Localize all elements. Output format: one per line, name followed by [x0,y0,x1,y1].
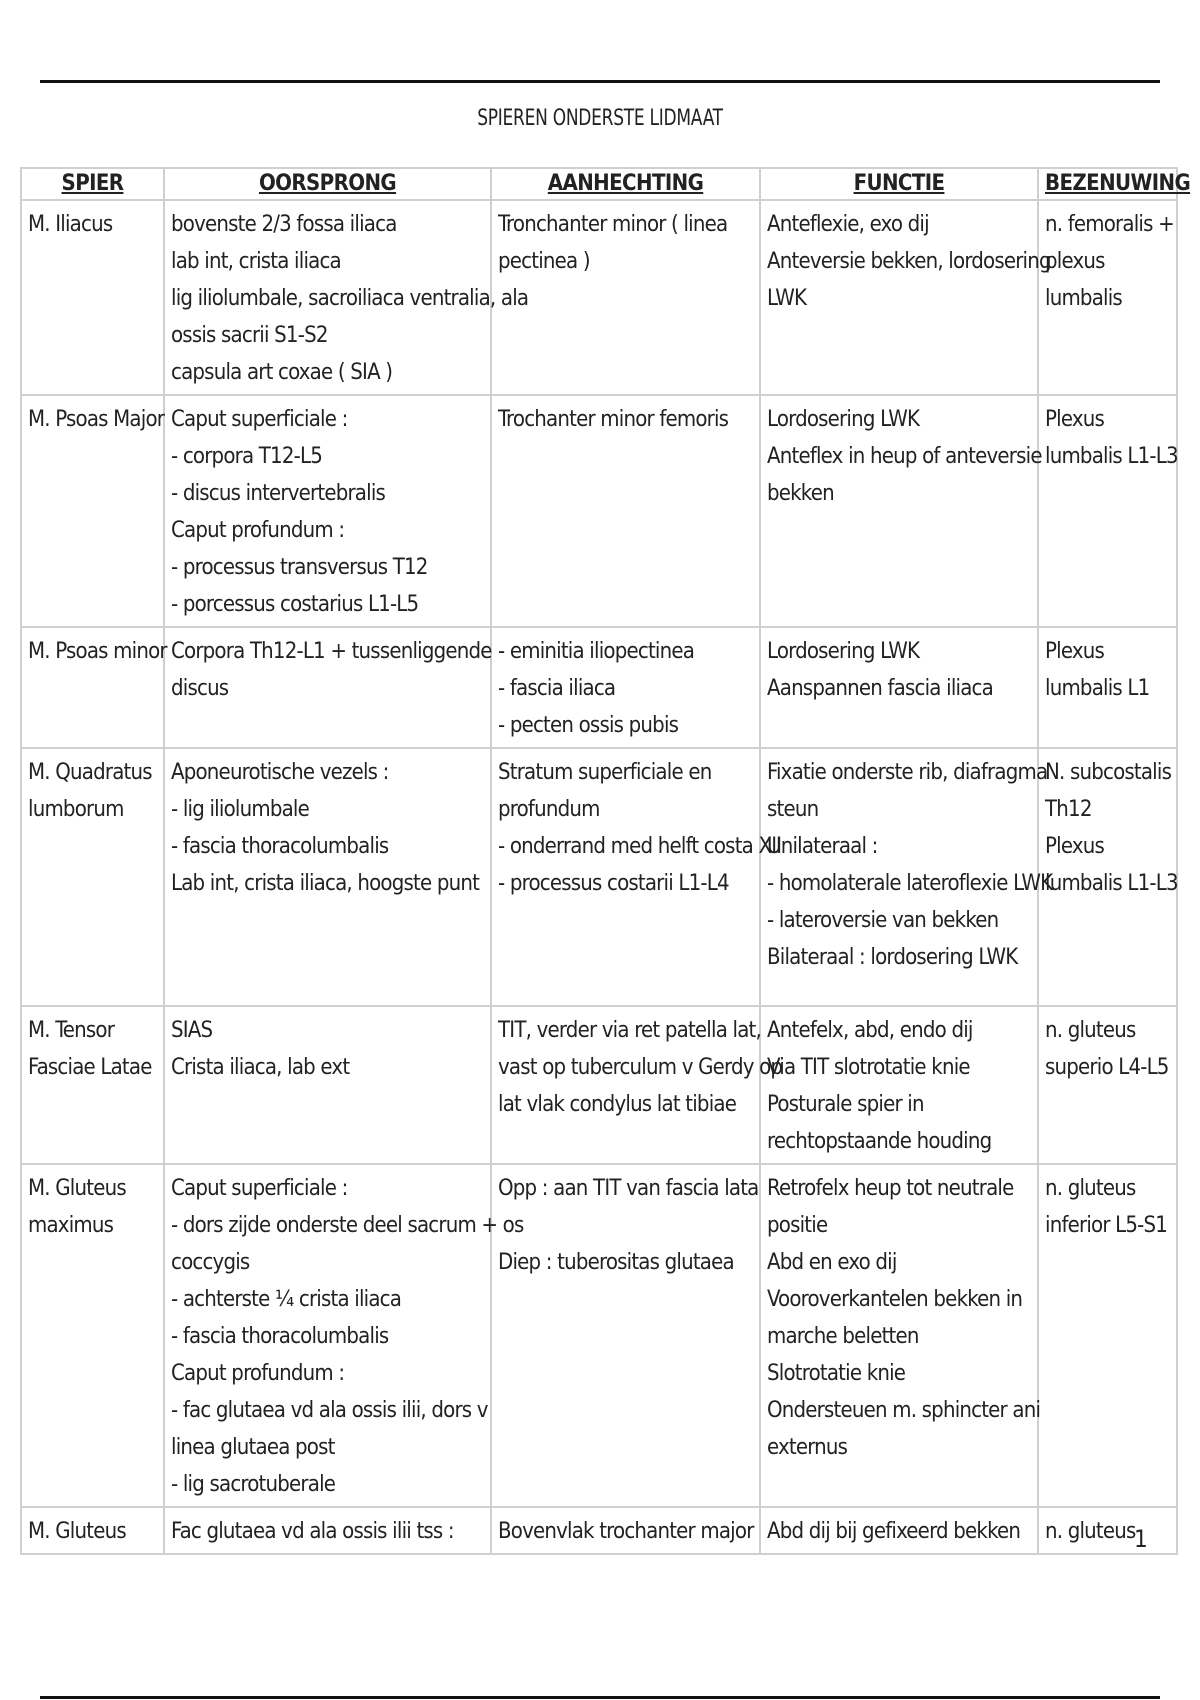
cell-line: bovenste 2/3 fossa iliaca [171,212,397,237]
cell-oorsprong [164,627,491,748]
cell-line: coccygis [171,1250,250,1275]
cell-aanhechting [491,395,760,627]
cell-spier [21,200,164,395]
page-number: 1 [1134,1525,1148,1553]
table-row [21,200,1177,395]
cell-functie [760,748,1053,1006]
cell-line: Caput superficiale : [171,407,348,432]
cell-bezenuwing [1038,1164,1177,1507]
cell-line: Aponeurotische vezels : [171,760,389,785]
cell-spier [21,627,167,748]
cell-spier [21,395,164,627]
cell-line: marche beletten [767,1324,919,1349]
cell-oorsprong [164,200,529,395]
cell-line: M. Gluteus [28,1176,126,1201]
cell-line: lumbalis L1-L3 [1045,444,1178,469]
cell-line: - lateroversie van bekken [767,908,999,933]
cell-line: - lig sacrotuberale [171,1472,336,1497]
cell-line: M. Gluteus [28,1519,126,1544]
cell-line: Bovenvlak trochanter major [498,1519,754,1544]
cell-bezenuwing [1038,395,1177,627]
cell-spier [21,748,164,1006]
muscles-table [20,167,1191,1555]
cell-line: - eminitia iliopectinea [498,639,695,664]
cell-line: M. Tensor [28,1018,115,1043]
cell-line: Opp : aan TIT van fascia lata [498,1176,759,1201]
cell-line: bekken [767,481,834,506]
header-functie: FUNCTIE [760,168,1038,200]
cell-line: lat vlak condylus lat tibiae [498,1092,737,1117]
cell-line: superio L4-L5 [1045,1055,1169,1080]
cell-line: lumborum [28,797,124,822]
cell-line: - pecten ossis pubis [498,713,679,738]
cell-line: - corpora T12-L5 [171,444,322,469]
cell-line: - fascia thoracolumbalis [171,1324,389,1349]
cell-line: TIT, verder via ret patella lat, [498,1018,761,1043]
cell-line: Lordosering LWK [767,407,920,432]
cell-line: rechtopstaande houding [767,1129,992,1154]
cell-line: Slotrotatie knie [767,1361,906,1386]
cell-line: Lab int, crista iliaca, hoogste punt [171,871,480,896]
cell-line: Abd en exo dij [767,1250,897,1275]
cell-line: Lordosering LWK [767,639,920,664]
cell-bezenuwing [1038,627,1177,748]
cell-line: Aanspannen fascia iliaca [767,676,993,701]
cell-line: - achterste ¼ crista iliaca [171,1287,402,1312]
cell-line: Ondersteuen m. sphincter ani [767,1398,1041,1423]
cell-bezenuwing [1038,200,1177,395]
cell-line: n. gluteus [1045,1176,1136,1201]
cell-line: Plexus [1045,834,1104,859]
cell-line: inferior L5-S1 [1045,1213,1168,1238]
cell-line: - fascia thoracolumbalis [171,834,389,859]
bottom-rule [40,1696,1160,1699]
cell-aanhechting [491,627,760,748]
cell-line: Fac glutaea vd ala ossis ilii tss : [171,1519,454,1544]
cell-line: capsula art coxae ( SIA ) [171,360,393,385]
cell-line: - discus intervertebralis [171,481,386,506]
cell-line: Corpora Th12-L1 + tussenliggende [171,639,492,664]
cell-bezenuwing [1038,1006,1177,1164]
cell-line: - dors zijde onderste deel sacrum + os [171,1213,524,1238]
cell-functie [760,627,1038,748]
cell-line: Caput profundum : [171,518,345,543]
cell-line: SIAS [171,1018,213,1043]
cell-line: - porcessus costarius L1-L5 [171,592,419,617]
cell-functie [760,395,1042,627]
cell-line: profundum [498,797,600,822]
cell-line: positie [767,1213,828,1238]
cell-line: n. femoralis + [1045,212,1174,237]
cell-line: steun [767,797,819,822]
cell-line: - fac glutaea vd ala ossis ilii, dors v [171,1398,488,1423]
cell-line: plexus [1045,249,1105,274]
cell-line: Antefelx, abd, endo dij [767,1018,973,1043]
document-title: SPIEREN ONDERSTE LIDMAAT [477,106,723,131]
cell-spier [21,1507,164,1554]
header-spier: SPIER [21,168,164,200]
cell-line: - lig iliolumbale [171,797,309,822]
cell-line: M. Psoas minor [28,639,167,664]
cell-line: ossis sacrii S1-S2 [171,323,328,348]
cell-aanhechting [491,1507,760,1554]
header-oorsprong: OORSPRONG [164,168,491,200]
cell-oorsprong [164,395,491,627]
table-row [21,1006,1177,1164]
cell-aanhechting [491,1006,783,1164]
cell-spier [21,1006,164,1164]
header-aanhechting: AANHECHTING [491,168,760,200]
cell-line: Bilateraal : lordosering LWK [767,945,1018,970]
cell-aanhechting [491,200,760,395]
cell-line: Diep : tuberositas glutaea [498,1250,734,1275]
cell-line: - processus costarii L1-L4 [498,871,729,896]
cell-line: Th12 [1045,797,1092,822]
table-row [21,1164,1177,1507]
cell-line: externus [767,1435,848,1460]
cell-line: Fixatie onderste rib, diafragma [767,760,1048,785]
cell-line: Trochanter minor femoris [498,407,729,432]
cell-bezenuwing [1038,1507,1177,1554]
cell-line: M. Iliacus [28,212,113,237]
cell-line: Anteflexie, exo dij [767,212,929,237]
cell-line: Tronchanter minor ( linea [498,212,728,237]
cell-line: Anteversie bekken, lordosering [767,249,1051,274]
cell-line [498,1207,753,1244]
cell-oorsprong [164,1006,491,1164]
cell-spier [21,1164,164,1507]
table-row [21,748,1177,1006]
cell-line: - homolaterale lateroflexie LWK [767,871,1053,896]
cell-functie [760,1006,1038,1164]
cell-line: lumbalis L1 [1045,676,1150,701]
cell-line: Caput profundum : [171,1361,345,1386]
cell-line: lumbalis [1045,286,1122,311]
cell-line: lab int, crista iliaca [171,249,341,274]
table-header-row [21,168,1177,200]
cell-line: - processus transversus T12 [171,555,428,580]
cell-aanhechting [491,748,782,1006]
top-rule [40,80,1160,83]
cell-line: discus [171,676,229,701]
cell-line: n. gluteus [1045,1018,1136,1043]
cell-line: Plexus [1045,407,1104,432]
cell-line: Abd dij bij gefixeerd bekken [767,1519,1021,1544]
cell-line: Fasciae Latae [28,1055,152,1080]
cell-oorsprong [164,748,491,1006]
cell-line: Crista iliaca, lab ext [171,1055,350,1080]
table-row [21,395,1177,627]
cell-line: vast op tuberculum v Gerdy op [498,1055,783,1080]
cell-functie [760,1164,1041,1507]
cell-line: Unilateraal : [767,834,878,859]
cell-line: Via TIT slotrotatie knie [767,1055,970,1080]
cell-line: lig iliolumbale, sacroiliaca ventralia, ala [171,286,529,311]
cell-line: Vooroverkantelen bekken in [767,1287,1023,1312]
cell-line: Plexus [1045,639,1104,664]
cell-line: Caput superficiale : [171,1176,348,1201]
cell-line: Retrofelx heup tot neutrale [767,1176,1014,1201]
cell-line: Stratum superficiale en [498,760,712,785]
table-row [21,1507,1177,1554]
cell-line: n. gluteus [1045,1519,1136,1544]
cell-line: - onderrand med helft costa XII [498,834,782,859]
cell-bezenuwing [1038,748,1177,1006]
cell-line: - fascia iliaca [498,676,616,701]
table-row [21,627,1177,748]
cell-line: linea glutaea post [171,1435,335,1460]
cell-functie [760,1507,1038,1554]
cell-line: M. Quadratus [28,760,152,785]
cell-functie [760,200,1051,395]
cell-line: Posturale spier in [767,1092,924,1117]
cell-line: maximus [28,1213,114,1238]
cell-line: M. Psoas Major [28,407,165,432]
header-bezenuwing: BEZENUWING [1038,168,1177,200]
cell-line: lumbalis L1-L3 [1045,871,1178,896]
cell-line: pectinea ) [498,249,590,274]
cell-aanhechting [491,1164,760,1507]
cell-line: N. subcostalis [1045,760,1172,785]
cell-oorsprong [164,1507,491,1554]
cell-line: Anteflex in heup of anteversie [767,444,1042,469]
cell-oorsprong [164,1164,524,1507]
cell-line: LWK [767,286,807,311]
